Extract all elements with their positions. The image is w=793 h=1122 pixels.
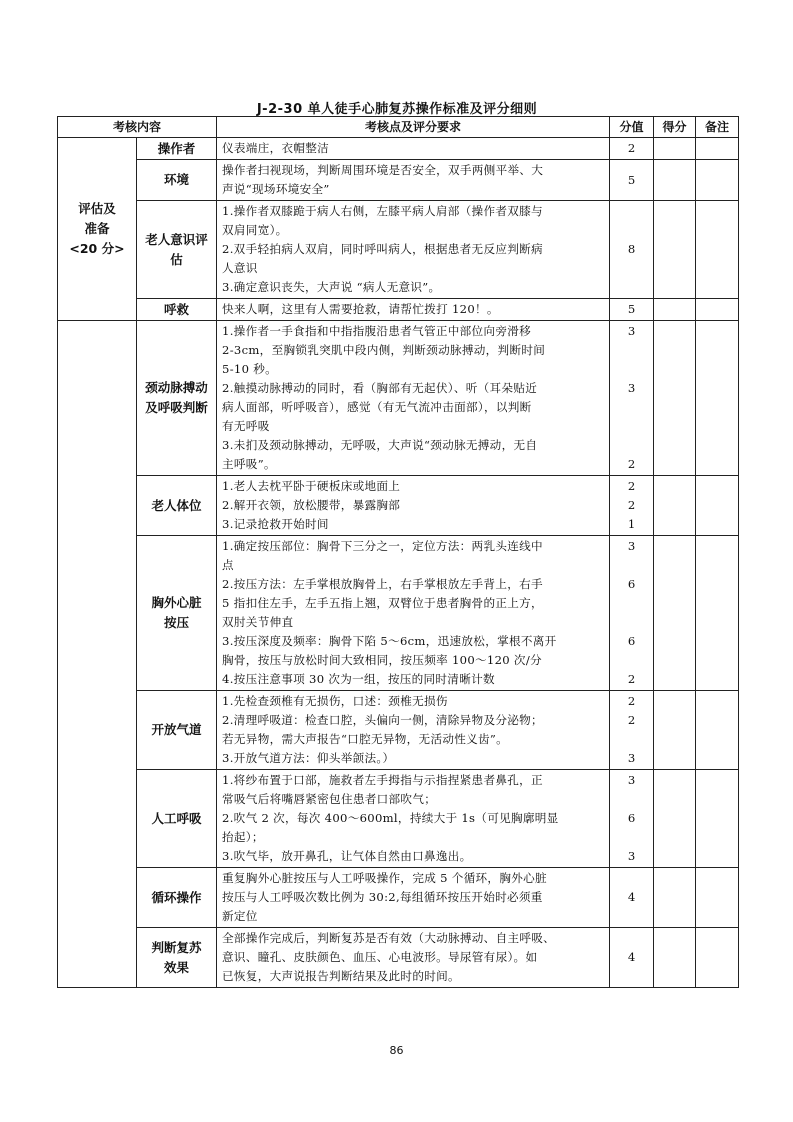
requirement-line: 2.触摸动脉搏动的同时，看（胸部有无起伏）、听（耳朵贴近 [222,381,538,395]
score-value: 4 [627,890,636,904]
score-value: 2 [627,672,636,686]
header-requirements: 考核点及评分要求 [217,117,610,138]
score-value: 2 [627,457,636,471]
requirement-line: 2.解开衣领，放松腰带，暴露胸部 [222,498,401,512]
requirement-line: 重复胸外心脏按压与人工呼吸操作，完成 5 个循环，胸外心脏 [222,871,547,885]
requirement-line: 已恢复，大声说报告判断结果及此时的时间。 [222,969,460,983]
earned-cell[interactable] [654,476,696,536]
category-cell [58,138,137,321]
score-value: 2 [627,479,636,493]
requirement-line: 点 [222,558,234,572]
requirement-cell [217,868,610,928]
requirement-line: 3.确定意识丧失，大声说 “病人无意识”。 [222,280,441,294]
score-value: 3 [627,539,636,553]
earned-cell[interactable] [654,160,696,201]
item-name: 按压 [164,615,190,630]
item-name-cell [137,476,217,536]
score-value: 3 [627,324,636,338]
score-value: 6 [627,634,636,648]
requirement-cell [217,770,610,868]
item-name: 老人体位 [151,497,202,513]
remarks-cell[interactable] [696,536,739,691]
earned-cell[interactable] [654,928,696,988]
score-value: 2 [627,141,636,155]
score-cell [610,299,654,321]
requirement-line: 3.吹气毕，放开鼻孔，让气体自然由口鼻逸出。 [222,849,472,863]
page-title: J-2-30 单人徒手心肺复苏操作标准及评分细则 [256,102,538,117]
item-name: 开放气道 [151,722,202,737]
requirement-line: 2.吹气 2 次，每次 400～600ml，持续大于 1s（可见胸廓明显 [222,811,559,825]
requirement-line: 4.按压注意事项 30 次为一组，按压的同时清晰计数 [222,672,495,686]
requirement-line: 快来人啊，这里有人需要抢救，请帮忙拨打 120！。 [222,302,499,316]
score-value: 8 [627,242,636,256]
score-cell [610,138,654,160]
requirement-cell [217,321,610,476]
score-value: 3 [627,773,636,787]
earned-cell[interactable] [654,691,696,770]
header-remarks: 备注 [696,117,739,138]
requirement-line: 全部操作完成后，判断复苏是否有效（大动脉搏动、自主呼吸、 [222,931,556,945]
score-value: 2 [627,694,636,708]
score-cell [610,160,654,201]
score-value: 6 [627,811,636,825]
remarks-cell[interactable] [696,321,739,476]
item-name: 颈动脉搏动 [145,380,208,395]
item-name: 判断复苏 [151,939,202,955]
requirement-cell [217,201,610,299]
table-row [58,321,739,476]
requirement-line: 3.按压深度及频率：胸骨下陷 5～6cm，迅速放松，掌根不离开 [222,634,557,648]
item-name-cell [137,868,217,928]
table-row [58,299,739,321]
score-value: 2 [627,498,636,512]
remarks-cell[interactable] [696,138,739,160]
requirement-cell [217,160,610,201]
requirement-line: 双肩同宽）。 [222,223,288,237]
item-name: 呼救 [164,301,190,317]
requirement-line: 人意识 [222,261,258,275]
score-cell [610,201,654,299]
table-row [58,928,739,988]
remarks-cell[interactable] [696,160,739,201]
remarks-cell[interactable] [696,868,739,928]
page-number: 86 [389,1044,404,1057]
score-value: 4 [627,950,636,964]
item-name: 效果 [164,959,190,975]
earned-cell[interactable] [654,201,696,299]
score-cell [610,691,654,770]
requirement-line: 仪表端庄，衣帽整洁 [222,141,330,155]
item-name: 估 [170,251,183,267]
score-value: 2 [627,713,636,727]
requirement-line: 新定位 [222,909,258,923]
header-earned: 得分 [654,117,696,138]
requirement-line: 2.清理呼吸道：检查口腔，头偏向一侧，清除异物及分泌物； [222,713,543,727]
earned-cell[interactable] [654,868,696,928]
item-name: 环境 [164,172,190,187]
header-score: 分值 [610,117,654,138]
requirement-line: 5 指扣住左手，左手五指上翘，双臂位于患者胸骨的正上方， [222,596,543,610]
score-value: 3 [627,381,636,395]
requirement-cell [217,536,610,691]
table-row [58,770,739,868]
table-row [58,201,739,299]
item-name-cell [137,770,217,868]
header-content: 考核内容 [58,117,217,138]
item-name-cell [137,201,217,299]
requirement-line: 2-3cm，至胸锁乳突肌中段内侧，判断颈动脉搏动，判断时间 [222,343,546,357]
remarks-cell[interactable] [696,201,739,299]
item-name: 老人意识评 [145,231,208,247]
requirement-line: 双肘关节伸直 [222,615,294,629]
earned-cell[interactable] [654,321,696,476]
score-cell [610,321,654,476]
item-name-cell [137,160,217,201]
score-value: 1 [627,517,636,531]
table-row [58,536,739,691]
remarks-cell[interactable] [696,299,739,321]
score-value: 3 [627,751,636,765]
table-row [58,138,739,160]
requirement-line: 胸骨，按压与放松时间大致相同，按压频率 100～120 次/分 [222,653,542,667]
scoring-table [57,116,739,988]
requirement-line: 病人面部，听呼吸音），感觉（有无气流冲击面部），以判断 [222,400,532,414]
score-cell [610,868,654,928]
earned-cell[interactable] [654,770,696,868]
remarks-cell[interactable] [696,770,739,868]
requirement-line: 1.先检查颈椎有无损伤，口述：颈椎无损伤 [222,694,448,708]
table-row [58,868,739,928]
requirement-line: 有无呼吸 [222,419,270,433]
item-name-cell [137,928,217,988]
requirement-line: 3.未扪及颈动脉搏动，无呼吸，大声说“颈动脉无搏动，无自 [222,438,538,452]
score-cell [610,770,654,868]
requirement-line: 5-10 秒。 [222,362,278,376]
requirement-line: 1.确定按压部位：胸骨下三分之一，定位方法：两乳头连线中 [222,539,543,553]
score-cell [610,928,654,988]
item-name-cell [137,536,217,691]
requirement-line: 1.老人去枕平卧于硬板床或地面上 [222,479,401,493]
requirement-cell [217,476,610,536]
score-value: 3 [627,849,636,863]
requirement-line: 3.记录抢救开始时间 [222,517,329,531]
table-row [58,476,739,536]
score-cell [610,536,654,691]
requirement-line: 操作者扫视现场，判断周围环境是否安全，双手两侧平举、大 [222,163,544,177]
item-name: 及呼吸判断 [145,400,208,415]
category-label: 准备 [84,221,110,236]
requirement-line: 主呼吸”。 [222,457,276,471]
category-label: 评估及 [78,201,116,216]
requirement-line: 声说“现场环境安全” [222,182,330,196]
requirement-cell [217,299,610,321]
requirement-line: 常吸气后将嘴唇紧密包住患者口部吹气； [222,792,437,806]
earned-cell[interactable] [654,299,696,321]
item-name-cell [137,299,217,321]
requirement-line: 3.开放气道方法：仰头举颌法。） [222,751,395,765]
score-value: 5 [627,302,636,316]
item-name: 操作者 [157,140,196,156]
requirement-line: 若无异物，需大声报告“口腔无异物，无活动性义齿”。 [222,732,509,746]
score-value: 6 [627,577,636,591]
table-row [58,691,739,770]
requirement-line: 意识、瞳孔、皮肤颜色、血压、心电波形。导尿管有尿）。如 [222,950,538,964]
earned-cell[interactable] [654,536,696,691]
remarks-cell[interactable] [696,476,739,536]
requirement-line: 1.将纱布置于口部，施救者左手拇指与示指捏紧患者鼻孔，正 [222,773,543,787]
requirement-line: 按压与人工呼吸次数比例为 30:2,每组循环按压开始时必须重 [222,890,543,904]
item-name: 循环操作 [151,889,202,905]
requirement-cell [217,691,610,770]
score-cell [610,476,654,536]
item-name: 人工呼吸 [151,810,202,826]
score-value: 5 [627,172,636,187]
category-label: <20 分> [69,241,125,256]
requirement-line: 1.操作者双膝跪于病人右侧，左膝平病人肩部（操作者双膝与 [222,204,543,218]
requirement-cell [217,928,610,988]
remarks-cell[interactable] [696,691,739,770]
item-name-cell [137,321,217,476]
requirement-line: 2.双手轻拍病人双肩，同时呼叫病人，根据患者无反应判断病 [222,242,543,256]
category-cell [58,321,137,988]
item-name: 胸外心脏 [151,595,202,610]
earned-cell[interactable] [654,138,696,160]
requirement-line: 1.操作者一手食指和中指指腹沿患者气管正中部位向旁滑移 [222,324,532,338]
requirement-cell [217,138,610,160]
requirement-line: 2.按压方法：左手掌根放胸骨上，右手掌根放左手背上，右手 [222,577,543,591]
remarks-cell[interactable] [696,928,739,988]
item-name-cell [137,691,217,770]
table-header-row [58,117,739,138]
requirement-line: 抬起）； [222,830,264,844]
item-name-cell [137,138,217,160]
table-row [58,160,739,201]
